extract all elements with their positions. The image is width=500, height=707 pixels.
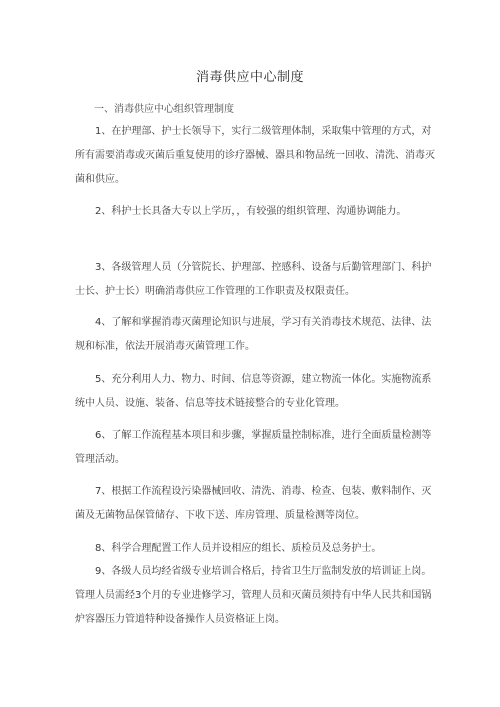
paragraph-1: 1、在护理部、护士长领导下，实行二级管理体制，采取集中管理的方式，对所有需要消毒或灭菌后重复使用的诊疗器械、器具和物品统一回收、清洗、消毒灭菌和供应。 xyxy=(75,126,435,185)
paragraph-9: 9、各级人员均经省级专业培训合格后，持省卫生厅监制发放的培训证上岗。管理人员需经3个月的专业进修学习，管理人员和灭菌员须持有中华人民共和国锅炉容器压力管道特种设备操作人员资格证上岗。 xyxy=(75,566,432,625)
paragraph-4: 4、了解和掌握消毒灭菌理论知识与进展，学习有关消毒技术规范、法律、法规和标准，依法开展消毒灭菌管理工作。 xyxy=(75,317,432,352)
document-title: 消毒供应中心制度 xyxy=(195,70,304,85)
section-heading: 一、消毒供应中心组织管理制度 xyxy=(94,104,234,115)
paragraph-7: 7、根据工作流程设污染器械回收、清洗、消毒、检查、包装、敷料制作、灭菌及无菌物品保管储存、下收下送、库房管理、质量检测等岗位。 xyxy=(75,486,432,521)
paragraph-5: 5、充分利用人力、物力、时间、信息等资源，建立物流一体化。实施物流系统中人员、设施、装备、信息等技术链接整合的专业化管理。 xyxy=(75,374,432,409)
paragraph-3: 3、各级管理人员（分管院长、护理部、控感科、设备与后勤管理部门、科护士长、护士长）明确消毒供应工作管理的工作职责及权限责任。 xyxy=(75,262,432,297)
paragraph-6: 6、了解工作流程基本项目和步骤，掌握质量控制标准，进行全面质量检测等管理活动。 xyxy=(75,430,432,465)
paragraph-8: 8、科学合理配置工作人员并设相应的组长、质检员及总务护士。 xyxy=(95,543,382,554)
paragraph-2: 2、科护士长具备大专以上学历，，有较强的组织管理、沟通协调能力。 xyxy=(95,206,407,217)
